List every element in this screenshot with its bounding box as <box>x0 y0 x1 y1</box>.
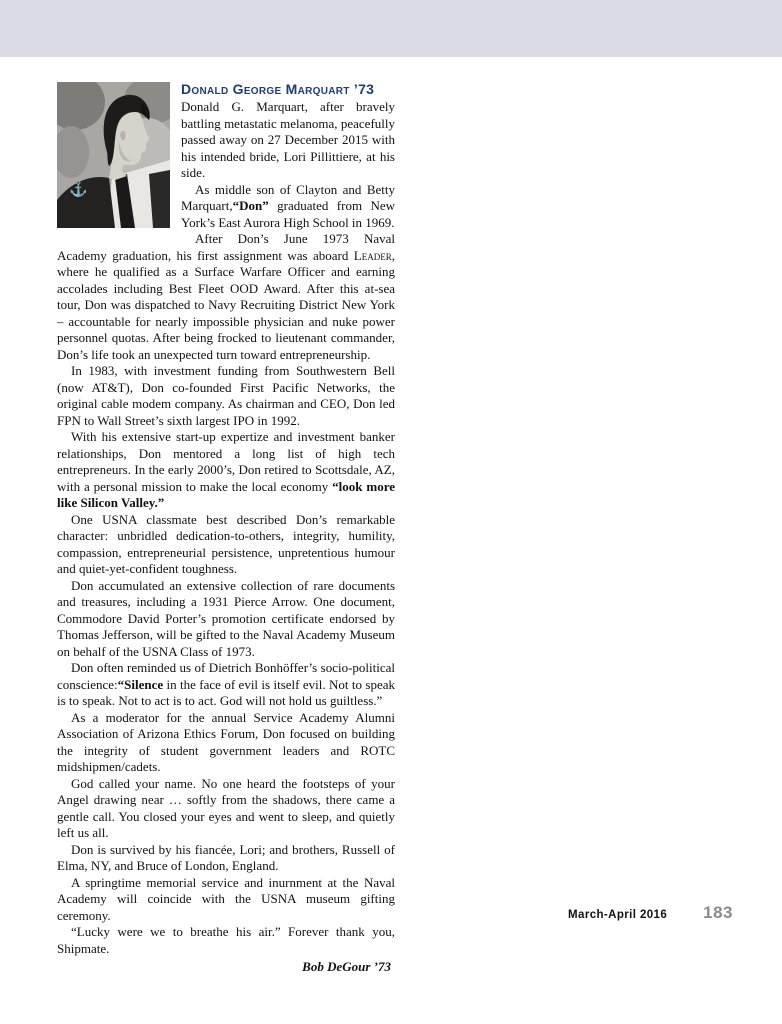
paragraph: As a moderator for the annual Service Academy Alumni Association of Arizona Ethics Forum, Don focused on building the integrity of student government leaders and ROTC midshipmen/cadets. <box>57 709 395 774</box>
paragraph: Don is survived by his fiancée, Lori; and brothers, Russell of Elma, NY, and Bruce of London, England. <box>57 841 395 873</box>
footer-issue-date: March-April 2016 <box>568 909 668 921</box>
paragraph: Don accumulated an extensive collection of rare documents and treasures, including a 1931 Pierce Arrow. One document, Commodore David Porter’s promotion certificate endorsed by Thomas Jefferson, will be gifted to the Naval Academy Museum on behalf of the USNA Class of 1973. <box>57 577 395 659</box>
author-signature: Bob DeGour ’73 <box>302 959 391 974</box>
page-footer <box>57 903 733 923</box>
paragraph: “Lucky were we to breathe his air.” Forever thank you, Shipmate. <box>57 924 395 956</box>
paragraph: With his extensive start-up expertize and investment banker relationships, Don mentored a long list of high tech entrepreneurs. In the early 2000’s, Don retired to Scottsdale, AZ, with a personal mission to make the local economy “look more like Silicon Valley.” <box>57 429 396 510</box>
paragraph: God called your name. No one heard the footsteps of your Angel drawing near … softly from the shadows, there came a gentle call. You closed your eyes and went to sleep, and quietly left us all. <box>57 775 395 840</box>
paragraph: After Don’s June 1973 Naval Academy graduation, his first assignment was aboard Leader, where he qualified as a Surface Warfare Officer and earning accolades including Best Fleet OOD Award. After this at-sea tour, Don was dispatched to Navy Recruiting District New York – accountable for nearly impossible physician and nuke power personnel quotas. After being frocked to lieutenant commander, Don’s life took an unexpected turn toward entrepreneurship. <box>57 231 395 362</box>
portrait-photo <box>57 82 170 228</box>
paragraph: Donald G. Marquart, after bravely battling metastatic melanoma, peacefully passed away on 27 December 2015 with his intended bride, Lori Pillittiere, at his side. <box>181 99 395 180</box>
paragraph: A springtime memorial service and inurnment at the Naval Academy will coincide with the USNA museum gifting ceremony. <box>57 874 395 923</box>
paragraph: One USNA classmate best described Don’s remarkable character: unbridled dedication-to-others, integrity, humility, compassion, entrepreneurial persistence, unpretentious humour and quiet-yet-confident toughness. <box>57 511 395 576</box>
obituary-article <box>57 82 395 975</box>
paragraph: Don often reminded us of Dietrich Bonhöffer’s socio-political conscience:“Silence in the face of evil is itself evil. Not to speak is to speak. Not to act is to act. God will not hold us guiltless.” <box>57 660 395 708</box>
anchor-icon: ⚓ <box>69 182 88 198</box>
footer-page-number: 183 <box>703 903 733 922</box>
paragraph: In 1983, with investment funding from Southwestern Bell (now AT&T), Don co-founded First Pacific Networks, the original cable modem company. As chairman and CEO, Don led FPN to Wall Street’s sixth largest IPO in 1992. <box>57 363 395 428</box>
paragraph: As middle son of Clayton and Betty Marquart,“Don” graduated from New York’s East Aurora High School in 1969. <box>181 181 395 230</box>
article-title: Donald George Marquart ’73 <box>181 81 375 97</box>
header-bar <box>0 0 782 57</box>
portrait-photo-svg <box>57 82 170 228</box>
